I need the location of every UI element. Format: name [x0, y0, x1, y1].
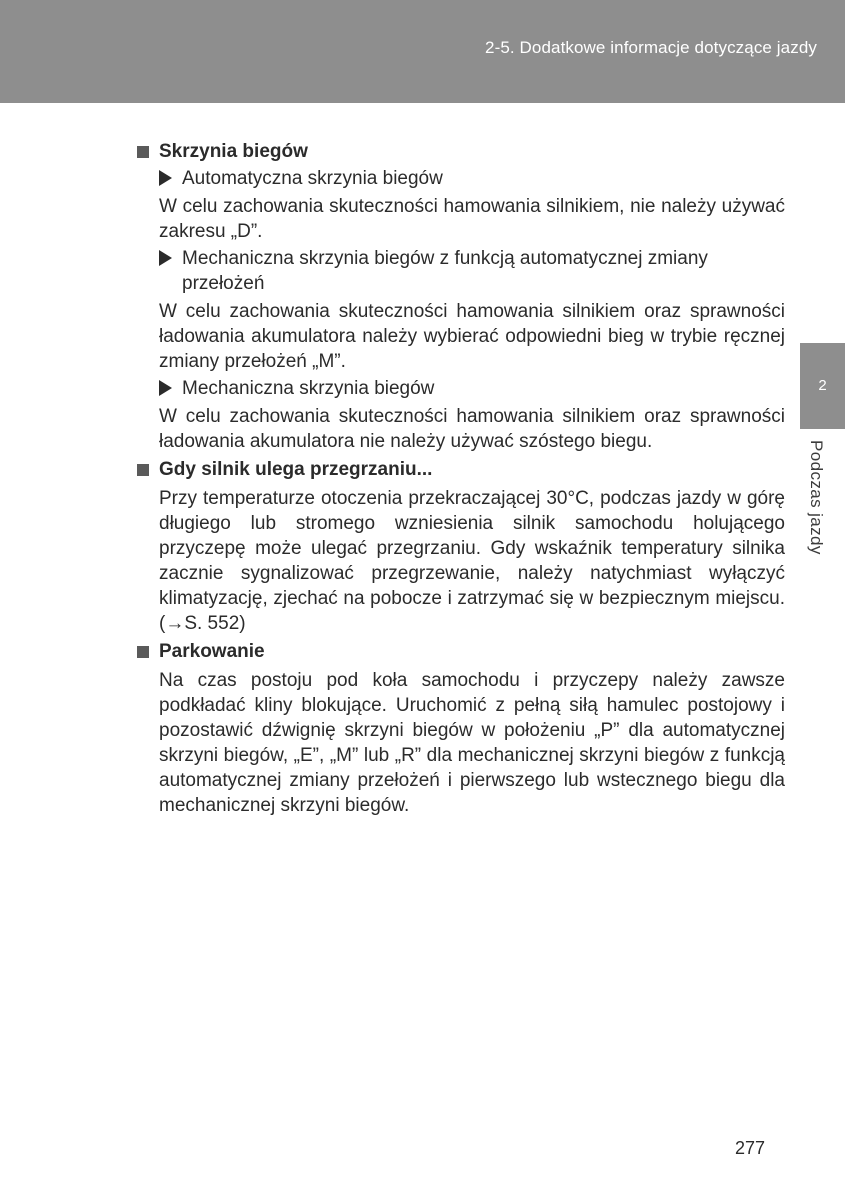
- chapter-title: 2-5. Dodatkowe informacje dotyczące jazdy: [485, 38, 817, 57]
- page-content: [135, 137, 785, 820]
- triangle-bullet-icon: [159, 170, 172, 186]
- section-heading-text: Parkowanie: [159, 641, 265, 662]
- chapter-tab-number: 2: [818, 377, 827, 394]
- list-item-title: Mechaniczna skrzynia biegów z funkcją automatycznej zmiany przełożeń: [182, 248, 708, 294]
- section-heading-text: Skrzynia biegów: [159, 141, 308, 162]
- chapter-tab: [800, 343, 845, 429]
- triangle-bullet-icon: [159, 250, 172, 266]
- page-header: [0, 0, 845, 103]
- paragraph: W celu zachowania skuteczności hamowania silnikiem, nie należy używać zakresu „D”.: [159, 196, 785, 242]
- list-item: [135, 166, 785, 191]
- chapter-tab-label: Podczas jazdy: [807, 440, 826, 555]
- section-overheating: [135, 456, 785, 636]
- list-item: [135, 246, 785, 296]
- section-heading-text: Gdy silnik ulega przegrzaniu...: [159, 459, 433, 480]
- paragraph: W celu zachowania skuteczności hamowania silnikiem oraz sprawności ładowania akumulatora należy wybierać odpowiedni bieg w trybie ręcznej zmiany przełożeń „M”.: [159, 301, 785, 372]
- section-heading: [135, 456, 785, 483]
- section-parking: [135, 638, 785, 818]
- section-heading: [135, 638, 785, 665]
- list-item: [135, 376, 785, 401]
- list-item-title: Mechaniczna skrzynia biegów: [182, 378, 435, 399]
- paragraph: Na czas postoju pod koła samochodu i przyczepy należy zawsze podkładać kliny blokujące. Uruchomić z pełną siłą hamulec postojowy i pozostawić dźwignię skrzyni biegów w położeniu „P” dla automatycznej skrzyni biegów, „E”, „M” lub „R” dla mechanicznej skrzyni biegów z funkcją automatycznej zmiany przełożeń i pierwszego lub wstecznego biegu dla mechanicznej skrzyni biegów.: [159, 670, 785, 816]
- page-number: 277: [735, 1138, 766, 1158]
- square-bullet-icon: [137, 464, 149, 476]
- section-heading: [135, 138, 785, 165]
- triangle-bullet-icon: [159, 380, 172, 396]
- square-bullet-icon: [137, 646, 149, 658]
- paragraph: Przy temperaturze otoczenia przekraczającej 30°C, podczas jazdy w górę długiego lub stromego wzniesienia silnik samochodu holującego przyczepę może ulegać przegrzaniu. Gdy wskaźnik temperatury silnika zacznie sygnalizować przegrzewanie, należy natychmiast wyłączyć klimatyzację, zjechać na pobocze i zatrzymać się w bezpiecznym miejscu. (→S. 552): [159, 488, 785, 634]
- paragraph: W celu zachowania skuteczności hamowania silnikiem oraz sprawności ładowania akumulatora nie należy używać szóstego biegu.: [159, 406, 785, 452]
- section-gearbox: [135, 138, 785, 454]
- square-bullet-icon: [137, 146, 149, 158]
- list-item-title: Automatyczna skrzynia biegów: [182, 168, 443, 189]
